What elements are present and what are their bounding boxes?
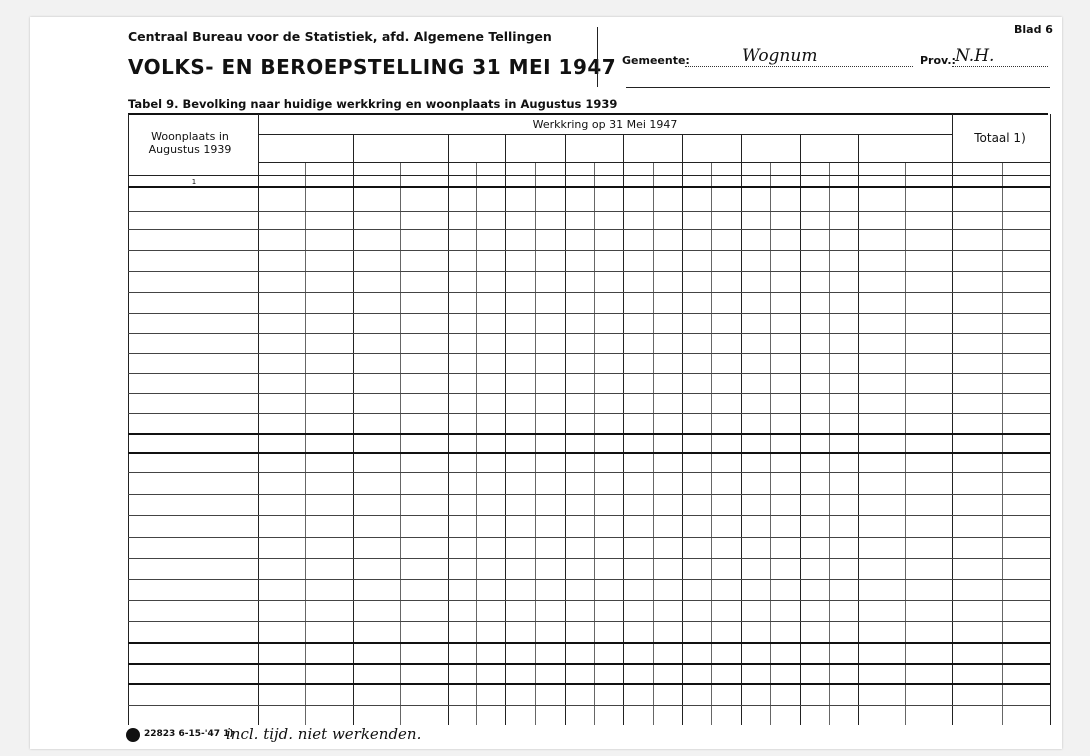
row-rule [128, 515, 1050, 516]
super-header-rule [258, 134, 952, 135]
number-row-rule [128, 175, 1050, 176]
row-label [129, 606, 255, 620]
row-label [129, 398, 273, 412]
column-rule [305, 162, 306, 725]
logo-mark [126, 728, 140, 742]
row-rule [128, 313, 1050, 314]
column-rule [594, 162, 595, 725]
row-rule [128, 472, 1050, 473]
footnote: incl. tijd. niet werkenden. [226, 725, 422, 743]
census-form-sheet [30, 17, 1062, 749]
prov-underline [952, 66, 1048, 67]
row-label [129, 196, 255, 210]
row-rule [128, 433, 1050, 435]
row-label-continued [129, 216, 255, 229]
column-rule [653, 162, 654, 725]
row-label [129, 256, 273, 270]
row-label [129, 437, 255, 451]
row-rule [128, 663, 1050, 665]
column-rule [682, 134, 683, 725]
total-header: Totaal 1) [974, 131, 1026, 145]
body-top-rule [128, 186, 1050, 188]
column-rule [829, 162, 830, 725]
gemeente-underline [685, 66, 913, 67]
row-rule [128, 579, 1050, 580]
row-label [129, 648, 255, 662]
table-right-border [1050, 114, 1051, 725]
row-rule [128, 537, 1050, 538]
sub-header-rule [258, 162, 1050, 163]
column-rule [476, 162, 477, 725]
row-rule [128, 292, 1050, 293]
stub-header: Woonplaats in Augustus 1939 [148, 130, 232, 156]
row-rule [128, 642, 1050, 644]
row-rule [128, 271, 1050, 272]
row-rule [128, 621, 1050, 622]
row-rule [128, 683, 1050, 685]
prov-label: Prov.: [920, 54, 956, 67]
column-rule [905, 162, 906, 725]
bureau-line: Centraal Bureau voor de Statistiek, afd. Algemene Tellingen [128, 29, 552, 44]
row-label [129, 457, 255, 471]
row-rule [128, 452, 1050, 454]
row-label [129, 522, 255, 536]
row-rule [128, 600, 1050, 601]
row-label [129, 298, 273, 312]
row-rule [128, 229, 1050, 230]
header-divider [597, 27, 598, 87]
column-rule [770, 162, 771, 725]
form-title: VOLKS- EN BEROEPSTELLING 31 MEI 1947 [128, 55, 617, 79]
gemeente-value: Wognum [742, 46, 818, 66]
row-label [129, 690, 255, 704]
stub-number: 1 [191, 178, 197, 186]
column-rule [741, 134, 742, 725]
row-label [129, 418, 273, 432]
gemeente-label: Gemeente: [622, 54, 690, 67]
row-rule [128, 705, 1050, 706]
row-label [129, 585, 255, 599]
row-label [129, 235, 273, 249]
row-label [129, 479, 255, 493]
row-label [129, 378, 273, 392]
column-rule [505, 134, 506, 725]
header-rule [626, 87, 1050, 88]
column-rule [448, 134, 449, 725]
row-label [129, 500, 255, 514]
column-rule [800, 134, 801, 725]
table-title: Tabel 9. Bevolking naar huidige werkkring en woonplaats in Augustus 1939 [128, 97, 618, 111]
row-label [129, 627, 255, 641]
column-rule [1002, 162, 1003, 725]
row-label-continued [142, 670, 268, 683]
column-rule [952, 114, 953, 725]
row-label [129, 358, 273, 372]
column-rule [400, 162, 401, 725]
row-label [129, 318, 273, 332]
row-label [129, 338, 273, 352]
prov-value: N.H. [955, 46, 995, 66]
row-rule [128, 250, 1050, 251]
super-header: Werkkring op 31 Mei 1947 [532, 118, 678, 131]
row-rule [128, 558, 1050, 559]
row-rule [128, 353, 1050, 354]
row-rule [128, 393, 1050, 394]
column-rule [858, 134, 859, 725]
column-rule [535, 162, 536, 725]
column-rule [353, 134, 354, 725]
row-label [129, 564, 255, 578]
table-title-rule [128, 113, 1048, 115]
column-rule [711, 162, 712, 725]
row-rule [128, 373, 1050, 374]
column-rule [565, 134, 566, 725]
sheet-label: Blad 6 [1014, 23, 1053, 36]
column-rule [623, 134, 624, 725]
row-rule [128, 494, 1050, 495]
row-rule [128, 413, 1050, 414]
row-rule [128, 333, 1050, 334]
row-rule [128, 211, 1050, 212]
print-code: 22823 6-15-'47 1) [144, 729, 234, 739]
row-label [129, 277, 273, 291]
row-label [129, 543, 255, 557]
